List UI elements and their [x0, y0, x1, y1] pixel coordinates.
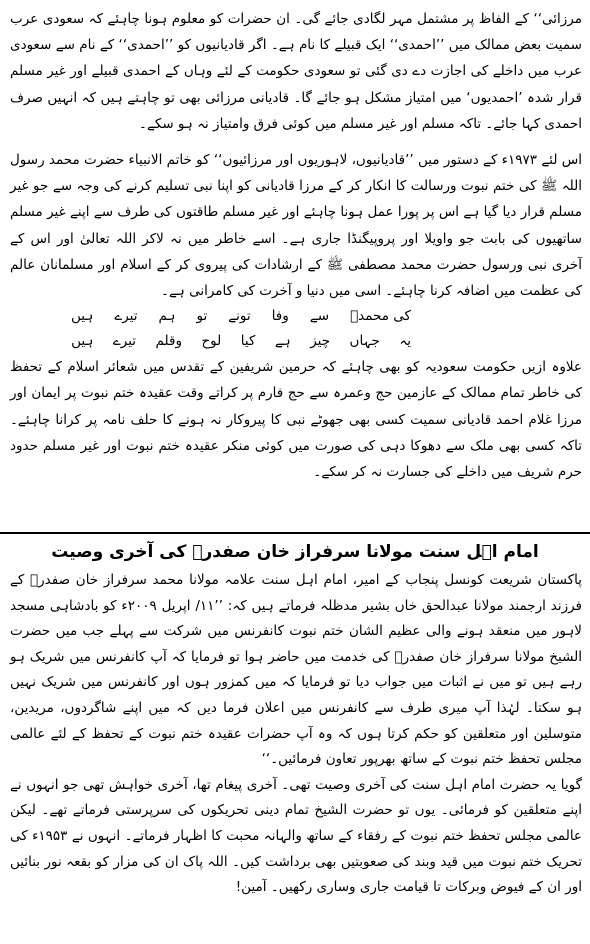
lower-paragraph-1: پاکستان شریعت کونسل پنجاب کے امیر، امام اہل سنت علامہ مولانا محمد سرفراز خان صفدرؒ کے فرزند ارجمند مولانا عبدالحق خاں بشیر مدظلہ فرماتے ہیں کہ: ’’۱۱/ اپریل ۲۰۰۹ء کو بادشاہی مسجد لاہور میں منعقد ہونے والی عظیم الشان ختم نبوت کانفرنس میں شرکت سے پہلے جب میں حضرت الشیخ مولانا سرفراز خان صفدرؒ کی خدمت میں حاضر ہوا تو فرمایا کہ آپ کانفرنس میں شریک ہو رہے ہیں تو میں نے اثبات میں جواب دیا تو فرمایا کہ میں کمزور ہوں اور کانفرنس میں شریک نہیں ہو سکتا۔ لہٰذا آپ میری طرف سے کانفرنس میں اعلان فرما دیں کہ میں اپنے شاگردوں، مریدین، متوسلین اور متعلقین کو حکم کرتا ہوں کہ وہ آپ حضرات عقیدہ ختم نبوت کے تحفظ کے لئے عالمی مجلس تحفظ ختم نبوت کے ساتھ بھرپور تعاون فرمائیں۔‘‘ [10, 572, 582, 768]
poem-line-2 [71, 329, 521, 354]
poem-word: کیا [240, 333, 256, 350]
poem-word: ہیں [71, 308, 94, 325]
poem-word: وقلم [155, 333, 182, 350]
poem-word: تیرے [112, 333, 137, 350]
poem-word: جہاں [349, 333, 380, 350]
poem-word: ہیں [71, 333, 94, 350]
body-paragraph-3: علاوہ ازیں حکومت سعودیہ کو بھی چاہئے کہ حرمین شریفین کے تقدس میں شعائر اسلام کے تحفظ کی خاطر تمام ممالک کے عازمین حج وعمرہ سے حج فارم پر کراتے وقت عقیدہ ختم نبوت پر ایمان اور مرزا غلام احمد قادیانی سمیت کسی بھی جھوٹے نبی کا پیروکار نہ ہونے کا حلف نامہ پر کرانا چاہئے۔ تاکہ کسی بھی ملک سے دھوکا دہی کی صورت میں کوئی منکر عقیدہ ختم نبوت اور غیر مسلم حدود حرم شریف میں داخلے کی جسارت نہ کر سکے۔ [10, 359, 582, 481]
poem-word: تونے [228, 308, 251, 325]
poem-word: کی محمدؐ [350, 308, 411, 325]
poem-word: چیز [310, 333, 331, 350]
section-divider [0, 532, 590, 534]
poem-couplet [10, 304, 582, 354]
poem-word: یہ [399, 333, 411, 350]
poem-word: وفا [271, 308, 289, 325]
poem-word: ہم [158, 308, 176, 325]
body-paragraph-1: مرزائی‘‘ کے الفاظ پر مشتمل مہر لگادی جائے گی۔ ان حضرات کو معلوم ہونا چاہئے کہ سعودی عرب سمیت بعض ممالک میں ’’احمدی‘‘ ایک قبیلے کا نام ہے۔ اگر قادیانیوں کو ’’احمدی‘‘ کے نام سے سعودی عرب میں داخلے کی اجازت دے دی گئی تو سعودی حکومت کے لئے وہاں کے احمدی قبیلے اور غیر مسلم قرار شدہ ’احمدیوں‘ میں امتیاز مشکل ہو جائے گا۔ قادیانی مرزائی بھی تو چاہتے ہیں کہ انہیں صرف احمدی کہا جائے۔ تاکہ مسلم اور غیر مسلم میں کوئی فرق وامتیاز نہ ہو سکے۔ [10, 11, 582, 132]
poem-line-1 [71, 304, 521, 329]
poem-word: ہے [274, 333, 291, 350]
poem-word: تو [196, 308, 208, 325]
body-paragraph-2: اس لئے ۱۹۷۳ء کے دستور میں ’’قادیانیوں، لاہوریوں اور مرزائیوں‘‘ کو خاتم الانبیاء حضرت محمد رسول اللہ ﷺ کی ختم نبوت ورسالت کا انکار کر کے مرزا قادیانی کو اپنا نبی تسلیم کرنے کی وجہ سے جو غیر مسلم قرار دیا گیا ہے اس پر پورا عمل ہونا چاہئے اور غیر مسلم طاقتوں کی طرف سے اپنے غیر مسلم ساتھیوں کی بابت جو واویلا اور پروپیگنڈا جاری ہے۔ اسے خاطر میں نہ لاکر اللہ تعالیٰ اور اس کے آخری نبی ورسول حضرت محمد مصطفی ﷺ کے ارشادات کی پیروی کر کے اسلام اور مسلمانان عالم کی عظمت میں اضافہ کرنا چاہئے۔ اسی میں دنیا و آخرت کی کامرانی ہے۔ [10, 152, 582, 300]
lower-paragraph-2: گویا یہ حضرت امام اہل سنت کی آخری وصیت تھی۔ آخری پیغام تھا، آخری خواہش تھی جو انہوں نے اپنے متعلقین کو فرمائی۔ یوں تو حضرت الشیخ تمام دینی تحریکوں کی سرپرستی فرماتے تھے۔ لیکن عالمی مجلس تحفظ ختم نبوت کے رفقاء کے ساتھ والہانہ محبت کا اظہار فرماتے۔ انہوں نے ۱۹۵۳ء کی تحریک ختم نبوت میں قید وبند کی صعوبتیں بھی برداشت کیں۔ اللہ پاک ان کی مزار کو بقعہ نور بنائیں اور ان کے فیوض وبرکات تا قیامت جاری وساری رکھیں۔ آمین! [10, 776, 582, 896]
poem-word: لوح [201, 333, 222, 350]
poem-word: تیرے [114, 308, 138, 325]
lower-section [10, 568, 582, 901]
poem-word: سے [309, 308, 330, 325]
section-heading: امام اہل سنت مولانا سرفراز خان صفدرؒ کی آخری وصیت [51, 542, 539, 562]
